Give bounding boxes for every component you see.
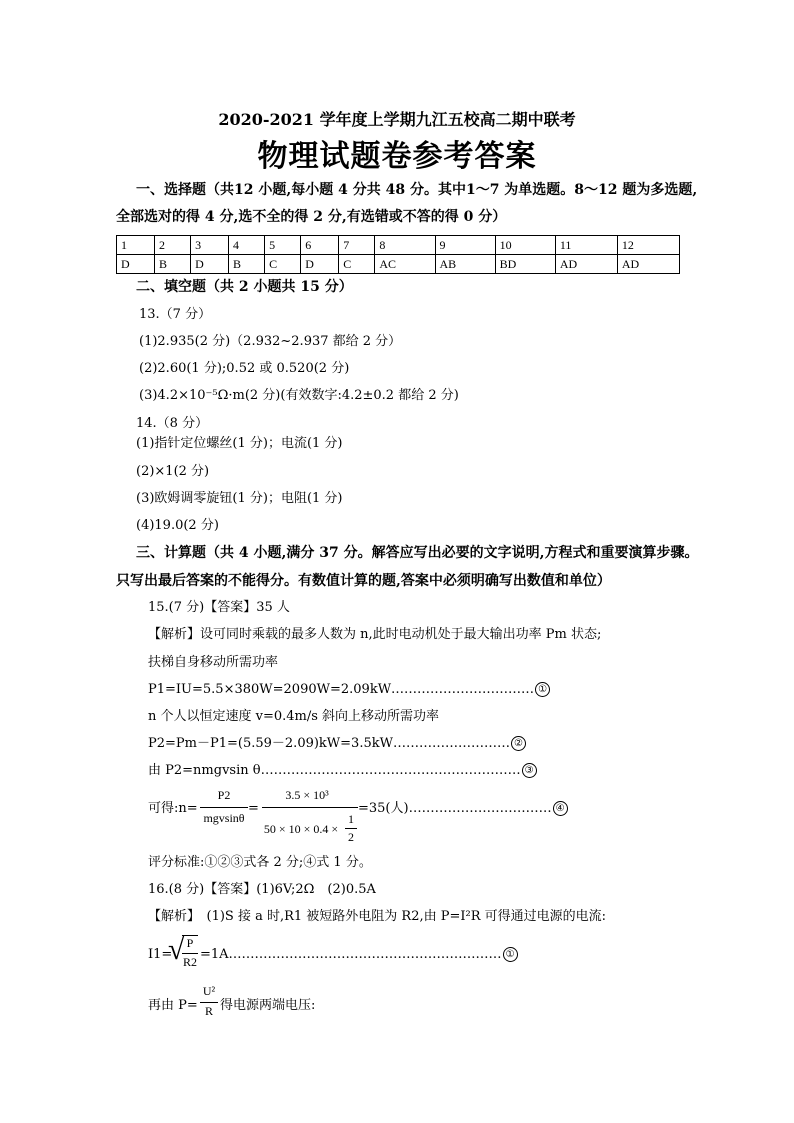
q13-label: 13.（7 分） [139,307,212,322]
q15-result-prefix: 可得:n= [148,801,198,816]
q13-answer-2: (2)2.60(1 分);0.52 或 0.520(2 分) [139,361,350,376]
table-cell: D [117,255,155,274]
q15-result-text: =35(人)…………………………… [358,801,552,816]
q15-line-6 [148,762,537,780]
section1-heading-cont: 全部选对的得 4 分,选不全的得 2 分,有选错或不答的得 0 分） [116,209,507,225]
table-cell: D [191,255,229,274]
q15-line-5-text: P2=Pm－P1=(5.59－2.09)kW=3.5kW……………………… [148,736,510,751]
sqrt-sign: √ [168,933,185,966]
table-cell: AD [555,255,617,274]
table-row-numbers [117,236,680,255]
table-cell: 12 [617,236,679,255]
q15-label: 15.(7 分)【答案】35 人 [148,600,290,615]
fraction-bar [262,807,358,808]
table-cell: B [229,255,265,274]
table-cell: C [265,255,301,274]
table-cell: 1 [117,236,155,255]
equation-mark: ① [503,947,518,962]
table-cell: AB [435,255,495,274]
q15-line-5 [148,735,526,753]
q16-line-1: 【解析】 (1)S 接 a 时,R1 被短路外电阻为 R2,由 P=I²R 可得通过电源的电流: [148,909,607,924]
q15-line-2: 扶梯自身移动所需功率 [148,655,279,670]
equation-mark: ③ [522,763,537,778]
q14-answer-1: (1)指针定位螺丝(1 分)；电流(1 分) [136,436,343,451]
q15-line-3 [148,681,550,699]
q15-grading: 评分标准:①②③式各 2 分;④式 1 分。 [148,855,372,870]
table-cell: 10 [495,236,555,255]
q15-result [358,800,568,818]
table-cell: AC [375,255,435,274]
q14-answer-2: (2)×1(2 分) [136,464,210,479]
fraction-bar [200,807,248,808]
fraction-numerator: 3.5 × 10³ [285,788,329,802]
table-cell: 3 [191,236,229,255]
table-cell: C [339,255,375,274]
equation-mark: ① [535,682,550,697]
equals-sign: = [248,801,259,816]
fraction-denominator: R2 [182,955,197,969]
table-cell: 9 [435,236,495,255]
fraction-bar [200,1002,218,1003]
q15-line-3-text: P1=IU=5.5×380W=2090W=2.09kW…………………………… [148,682,535,697]
table-cell: 8 [375,236,435,255]
q16-line-2 [200,946,518,964]
table-cell: 11 [555,236,617,255]
q15-line-1: 【解析】设可同时乘载的最多人数为 n,此时电动机处于最大输出功率 Pm 状态; [148,627,602,642]
equation-mark: ④ [553,801,568,816]
table-cell: D [301,255,339,274]
table-row-answers [117,255,680,274]
fraction-bar [182,953,198,954]
section2-heading: 二、填空题（共 2 小题共 15 分） [136,279,353,295]
table-cell: 5 [265,236,301,255]
table-cell: B [154,255,190,274]
q16-label: 16.(8 分)【答案】(1)6V;2Ω (2)0.5A [148,882,376,897]
q16-line-3: 得电源两端电压: [220,998,316,1013]
q16-line-2-prefix: I1= [148,947,173,962]
fraction-denominator: mgvsinθ [203,811,245,825]
page-subtitle: 物理试题卷参考答案 [257,139,537,174]
fraction-denominator: 50 × 10 × 0.4 × [263,822,339,836]
q15-line-6-text: 由 P2=nmgvsin θ…………………………………………………… [148,763,521,778]
half-denominator: 2 [348,830,354,844]
fraction-denominator: R [204,1004,213,1018]
table-cell: 4 [229,236,265,255]
table-cell: 2 [154,236,190,255]
section1-heading: 一、选择题（共12 小题,每小题 4 分共 48 分。其中1～7 为单选题。8～12 题为多选题, [136,182,698,198]
q13-answer-1: (1)2.935(2 分)（2.932~2.937 都给 2 分） [139,334,402,349]
table-cell: AD [617,255,679,274]
section3-heading: 三、计算题（共 4 小题,满分 37 分。解答应写出必要的文字说明,方程式和重要演算步骤。 [136,545,699,561]
q15-line-4: n 个人以恒定速度 v=0.4m/s 斜向上移动所需功率 [148,709,440,724]
table-cell: BD [495,255,555,274]
q16-line-3-prefix: 再由 P= [148,998,198,1013]
q14-answer-3: (3)欧姆调零旋钮(1 分)；电阻(1 分) [136,491,343,506]
fraction-numerator: P2 [217,788,231,802]
q14-answer-4: (4)19.0(2 分) [136,518,219,533]
fraction-numerator: U² [202,984,216,998]
section3-heading-cont: 只写出最后答案的不能得分。有数值计算的题,答案中必须明确写出数值和单位） [116,573,611,589]
equation-mark: ② [511,736,526,751]
fraction-bar [345,828,357,829]
page-title: 2020-2021 学年度上学期九江五校高二期中联考 [218,110,576,129]
table-cell: 7 [339,236,375,255]
half-numerator: 1 [348,812,354,826]
q16-line-2-text: =1A……………………………………………………… [200,947,502,962]
q13-answer-3: (3)4.2×10⁻⁵Ω·m(2 分)(有效数字:4.2±0.2 都给 2 分) [139,388,459,403]
q14-label: 14.（8 分） [136,416,209,431]
answer-table [116,235,680,274]
table-cell: 6 [301,236,339,255]
fraction-numerator: P [186,936,194,950]
